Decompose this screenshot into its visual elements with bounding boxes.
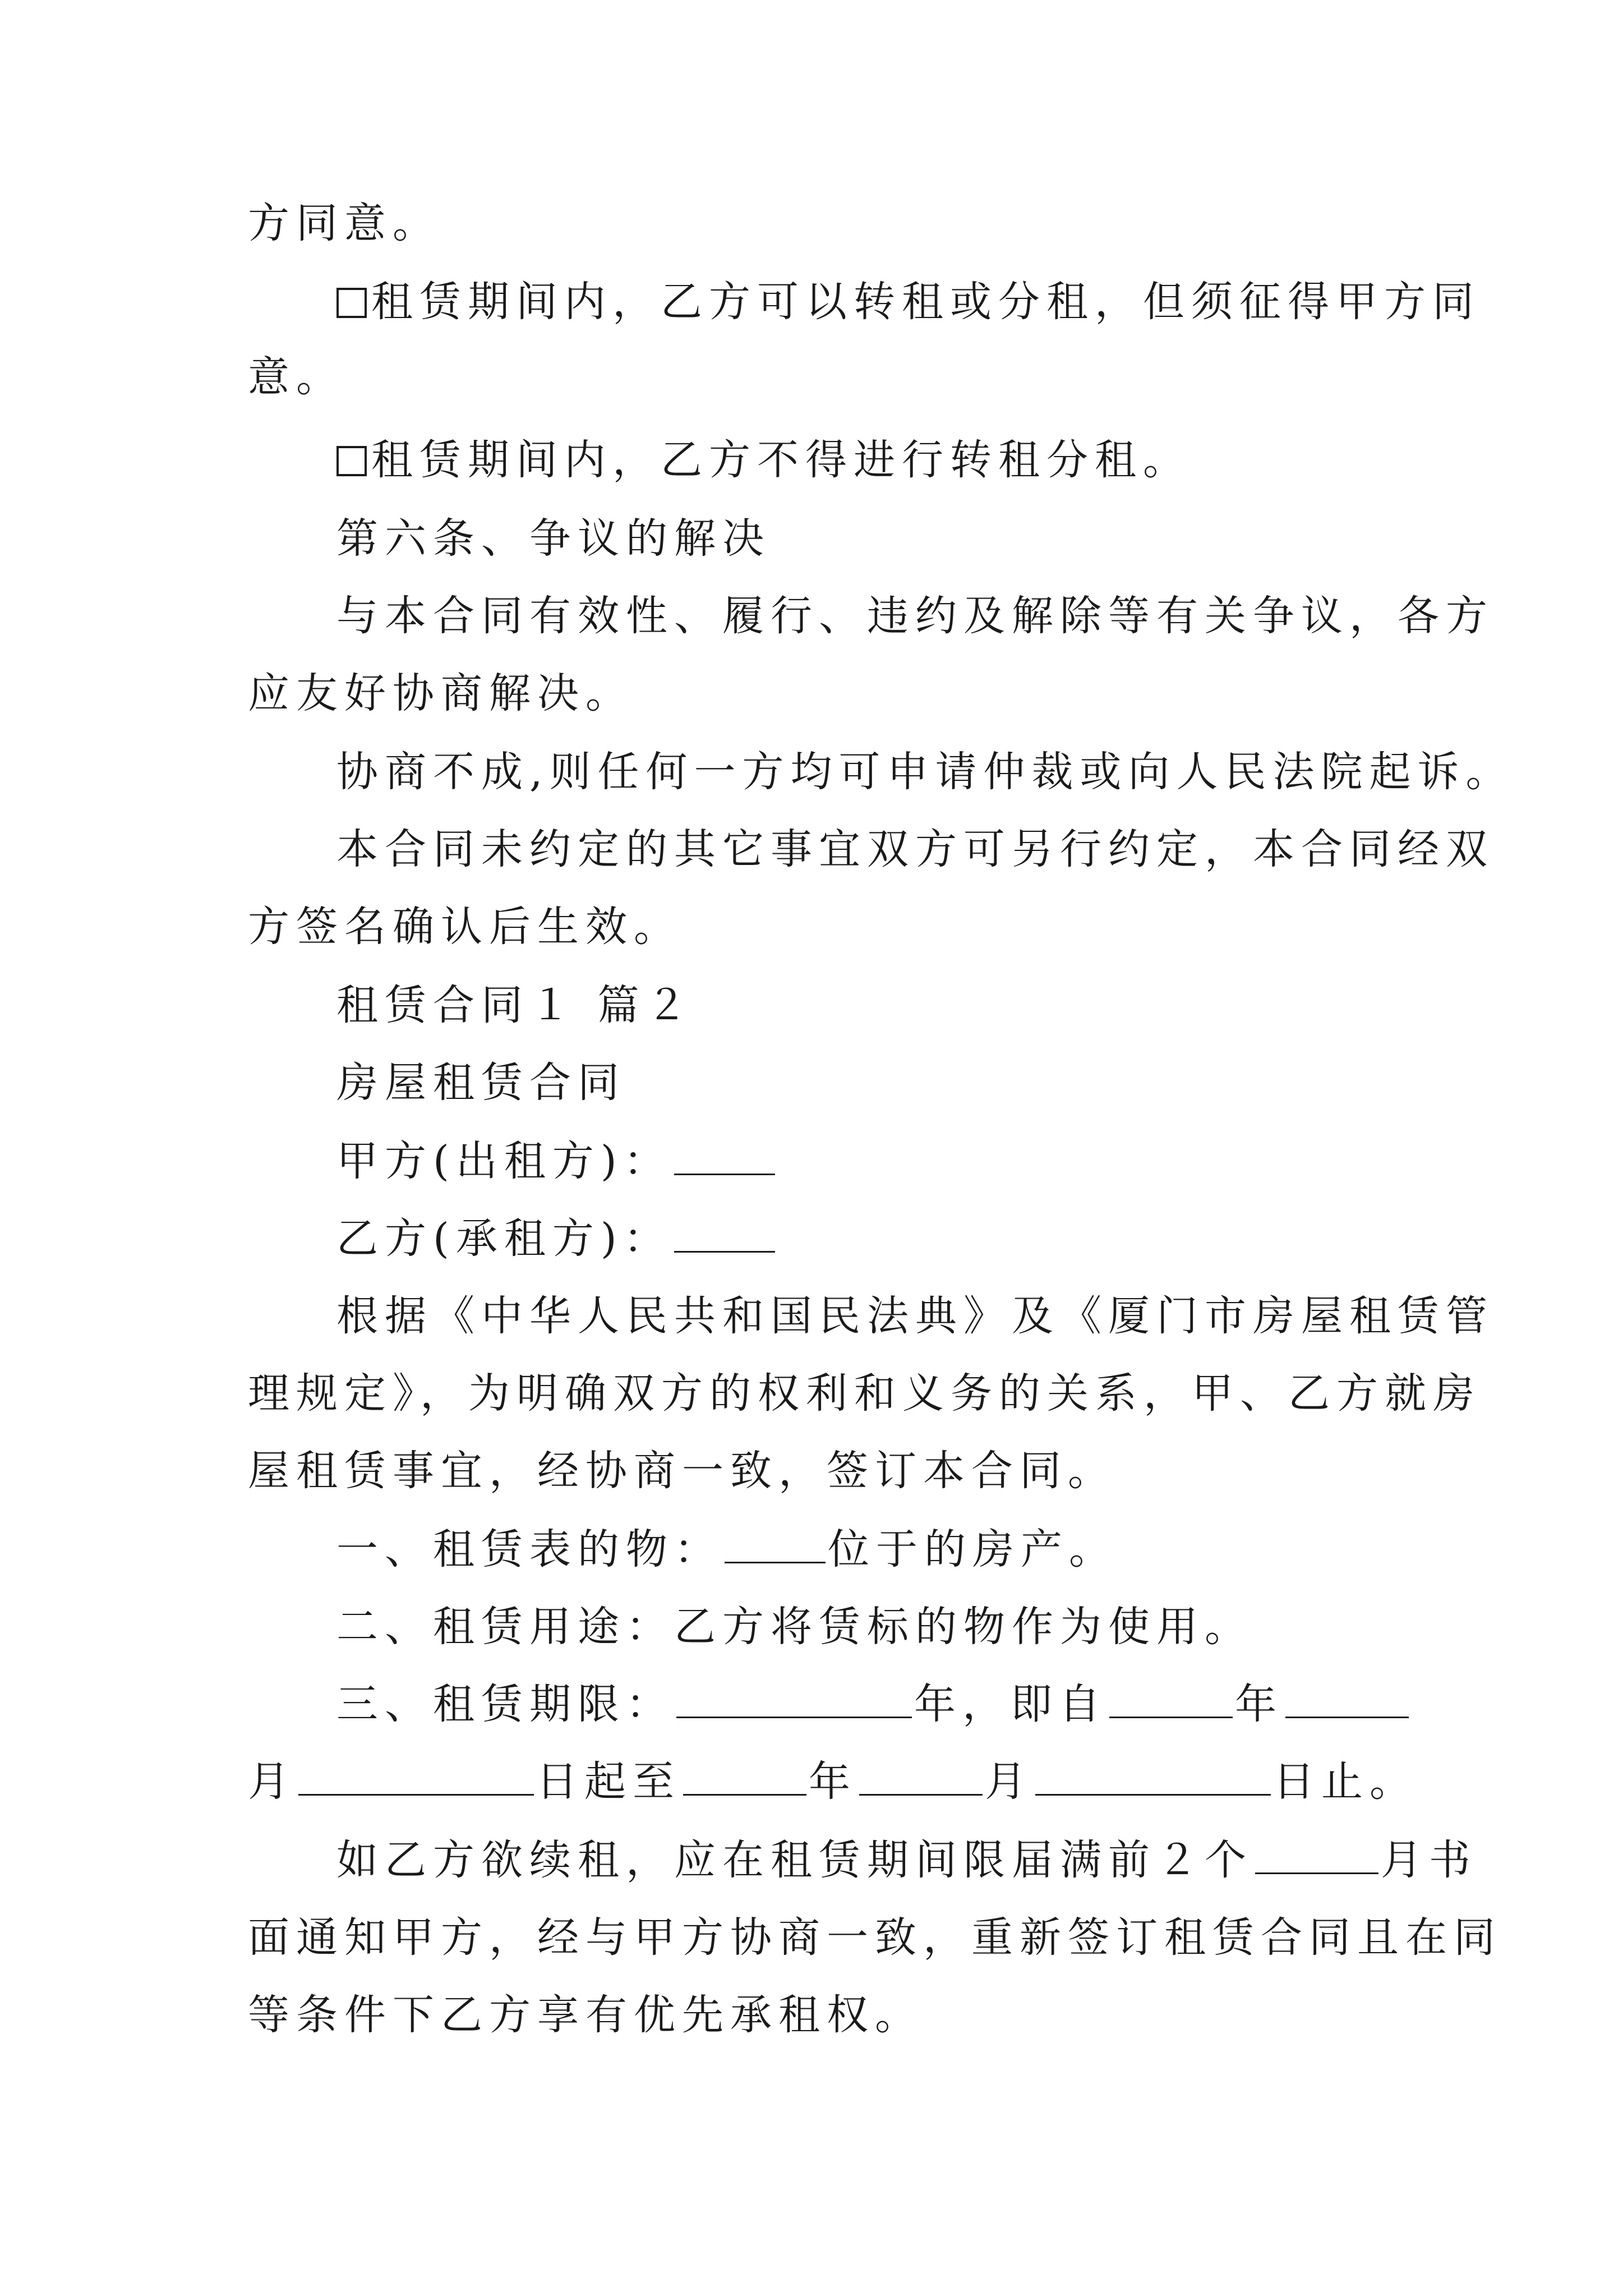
clause-line <box>336 1521 1117 1577</box>
text: 根据《中华人民共和国民法典》及《厦门市房屋租赁管 <box>336 1292 1494 1340</box>
blank-field[interactable] <box>859 1760 983 1796</box>
text: 月书 <box>1381 1836 1477 1884</box>
text: 日止。 <box>1273 1757 1418 1806</box>
text: 月 <box>985 1757 1033 1806</box>
text: 如乙方欲续租，应在租赁期间限届满前２个 <box>336 1836 1253 1884</box>
paragraph-line <box>336 274 1481 330</box>
text: 租赁合同１ 篇２ <box>336 981 694 1029</box>
paragraph-line <box>336 432 1191 488</box>
paragraph-line <box>248 1987 923 2043</box>
section-heading <box>336 510 771 567</box>
blank-field[interactable] <box>725 1528 826 1563</box>
text: 本合同未约定的其它事宜双方可另行约定，本合同经双 <box>336 825 1494 873</box>
blank-field[interactable] <box>1109 1683 1233 1718</box>
paragraph-line <box>248 1365 1481 1421</box>
paragraph-line <box>248 1443 1116 1499</box>
text: 第六条、争议的解决 <box>336 514 771 563</box>
clause-line <box>336 1676 1411 1732</box>
paragraph-line <box>248 899 682 955</box>
text: 应友好协商解决。 <box>248 669 634 717</box>
text: 二、租赁用途：乙方将赁标的物作为使用。 <box>336 1603 1253 1651</box>
text: 三、租赁期限： <box>336 1680 674 1728</box>
clause-line <box>248 1754 1418 1810</box>
blank-field[interactable] <box>1255 1839 1378 1874</box>
text: 日起至 <box>536 1757 681 1806</box>
paragraph-line <box>248 195 441 251</box>
paragraph-line <box>248 349 344 405</box>
blank-field[interactable] <box>674 1217 775 1253</box>
blank-field[interactable] <box>298 1760 534 1796</box>
checkbox-icon[interactable] <box>336 288 367 318</box>
paragraph-line <box>336 1288 1494 1344</box>
text: 意。 <box>248 353 344 401</box>
section-heading <box>336 977 694 1033</box>
document-title <box>336 1055 626 1111</box>
blank-field[interactable] <box>1035 1760 1271 1796</box>
paragraph-line <box>248 1910 1502 1966</box>
text: 年 <box>1235 1680 1283 1728</box>
clause-line <box>336 1599 1253 1655</box>
text: 租赁期间内，乙方可以转租或分租，但须征得甲方同 <box>371 278 1481 326</box>
text: 年 <box>809 1757 857 1806</box>
text: 月 <box>248 1757 296 1806</box>
paragraph-line <box>336 1832 1477 1888</box>
text: 甲方(出租方)： <box>336 1137 672 1185</box>
blank-field[interactable] <box>1285 1683 1409 1718</box>
text: 协商不成,则任何一方均可申请仲裁或向人民法院起诉。 <box>336 748 1514 796</box>
text: 等条件下乙方享有优先承租权。 <box>248 1991 923 2039</box>
text: 与本合同有效性、履行、违约及解除等有关争议，各方 <box>336 592 1494 640</box>
paragraph-line <box>336 744 1514 800</box>
text: 租赁期间内，乙方不得进行转租分租。 <box>371 436 1191 484</box>
text: 方签名确认后生效。 <box>248 903 682 951</box>
text: 方同意。 <box>248 199 441 247</box>
text: 乙方(承租方)： <box>336 1214 672 1263</box>
paragraph-line <box>248 665 634 721</box>
text: 屋租赁事宜，经协商一致，签订本合同。 <box>248 1447 1116 1495</box>
text: 理规定》，为明确双方的权利和义务的关系，甲、乙方就房 <box>248 1369 1481 1418</box>
blank-field[interactable] <box>674 1140 775 1175</box>
party-b-line <box>336 1211 777 1267</box>
checkbox-icon[interactable] <box>336 446 367 476</box>
text: 房屋租赁合同 <box>336 1059 626 1107</box>
paragraph-line <box>336 821 1494 877</box>
blank-field[interactable] <box>683 1760 806 1796</box>
text: 年，即自 <box>914 1680 1107 1728</box>
party-a-line <box>336 1133 777 1189</box>
paragraph-line <box>336 588 1494 644</box>
text: 位于的房产。 <box>828 1525 1117 1573</box>
text: 一、租赁表的物： <box>336 1525 722 1573</box>
text: 面通知甲方，经与甲方协商一致，重新签订租赁合同且在同 <box>248 1913 1502 1962</box>
blank-field[interactable] <box>676 1683 912 1718</box>
